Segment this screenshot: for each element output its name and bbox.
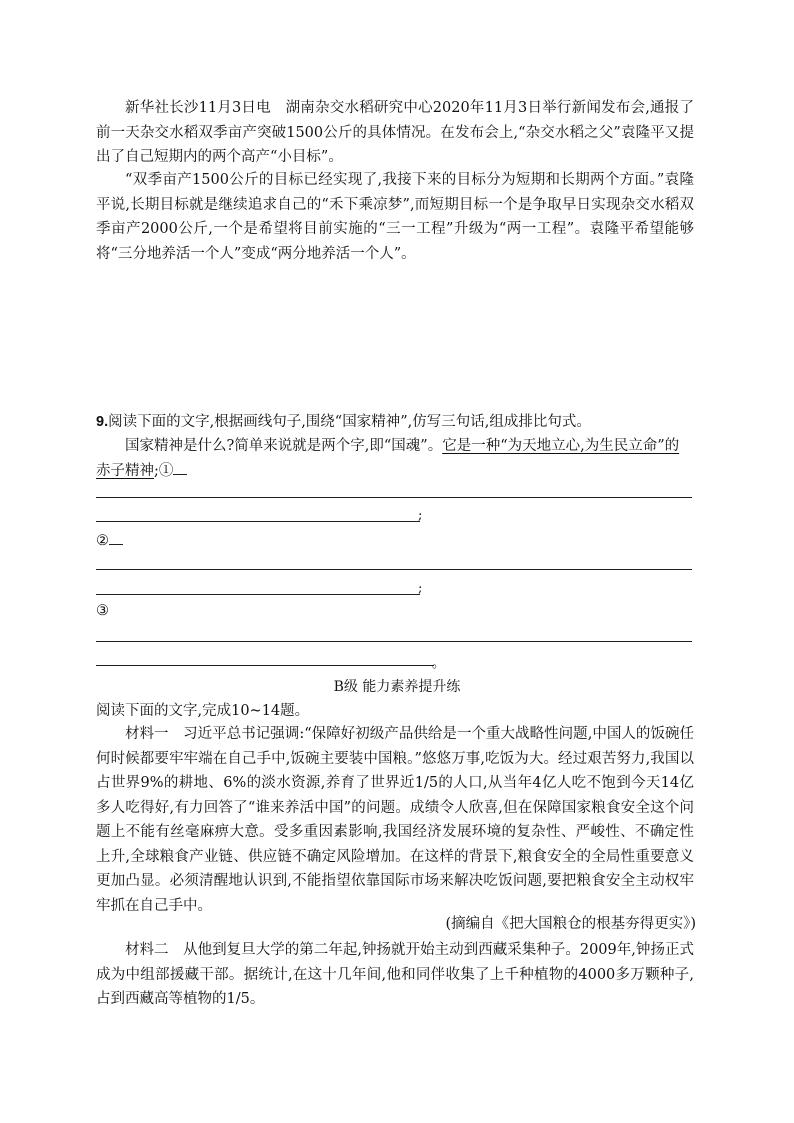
section-b-instruction: 阅读下面的文字,完成10~14题。 bbox=[96, 703, 310, 719]
blank-1-marker: ;① bbox=[154, 462, 174, 479]
answer-2-marker: ② bbox=[96, 532, 123, 549]
section-b-title: B级 能力素养提升练 bbox=[333, 679, 461, 695]
question-9-text: 阅读下面的文字,根据画线句子,围绕“国家精神”,仿写三句话,组成排比句式。 bbox=[108, 414, 591, 430]
answer-2-semicolon: ; bbox=[418, 581, 423, 596]
answer-1-line-a[interactable] bbox=[96, 497, 692, 498]
blank-1-short-line bbox=[173, 462, 187, 475]
answer-2-line-a[interactable] bbox=[96, 569, 692, 570]
passage-underlined-sentence: 它是一种“为天地立心,为生民立命”的 bbox=[442, 438, 680, 454]
passage-underlined-end: 赤子精神 bbox=[96, 462, 154, 479]
answer-3-line-a[interactable] bbox=[96, 641, 692, 642]
answer-2-short-line bbox=[109, 532, 123, 545]
question-9-passage bbox=[96, 434, 694, 483]
answer-3-marker: ③ bbox=[96, 603, 109, 619]
material-1-source: (摘编自《把大国粮仓的根基夯得更实》) bbox=[445, 916, 696, 932]
question-number: 9. bbox=[96, 414, 109, 430]
answer-3-line-b[interactable] bbox=[96, 665, 434, 666]
news-paragraph-1: 新华社长沙11月3日电 湖南杂交水稻研究中心2020年11月3日举行新闻发布会,通报了前一天杂交水稻双季亩产突破1500公斤的具体情况。在发布会上,“杂交水稻之父”袁隆平又提出了自己短期内的两个高产“小目标”。 bbox=[96, 100, 694, 165]
answer-2-line-b[interactable] bbox=[96, 594, 420, 595]
news-paragraph-2: “双季亩产1500公斤的目标已经实现了,我接下来的目标分为短期和长期两个方面。”袁隆平说,长期目标就是继续追求自己的“禾下乘凉梦”,而短期目标一个是争取早日实现杂交水稻双季亩产2000公斤,一个是希望将目前实施的“三一工程”升级为“两一工程”。袁隆平希望能够将“三分地养活一个人”变成“两分地养活一个人”。 bbox=[96, 172, 694, 262]
question-9-prompt bbox=[96, 410, 591, 434]
material-2-text: 材料二 从他到复旦大学的第二年起,钟扬就开始主动到西藏采集种子。2009年,钟扬正式成为中组部援藏干部。据统计,在这十几年间,他和同伴收集了上千种植物的4000多万颗种子,占到西藏高等植物的1/5。 bbox=[96, 942, 694, 1007]
passage-plain: 国家精神是什么?简单来说就是两个字,即“国魂”。 bbox=[125, 438, 443, 454]
answer-1-semicolon: ; bbox=[418, 508, 423, 523]
answer-1-line-b[interactable] bbox=[96, 521, 420, 522]
answer-3-period: 。 bbox=[432, 656, 446, 671]
material-1-text: 材料一 习近平总书记强调:“保障好初级产品供给是一个重大战略性问题,中国人的饭碗任何时候都要牢牢端在自己手中,饭碗主要装中国粮。”悠悠万事,吃饭为大。经过艰苦努力,我国以占世界9%的耕地、6%的淡水资源,养育了世界近1/5的人口,从当年4亿人吃不饱到今天14亿多人吃得好,有力回答了“谁来养活中国”的问题。成绩令人欣喜,但在保障国家粮食安全这个问题上不能有丝毫麻痹大意。受多重因素影响,我国经济发展环境的复杂性、严峻性、不确定性上升,全球粮食产业链、供应链不确定风险增加。在这样的背景下,粮食安全的全局性重要意义更加凸显。必须清醒地认识到,不能指望依靠国际市场来解决吃饭问题,要把粮食安全主动权牢牢抓在自己手中。 bbox=[96, 726, 694, 914]
